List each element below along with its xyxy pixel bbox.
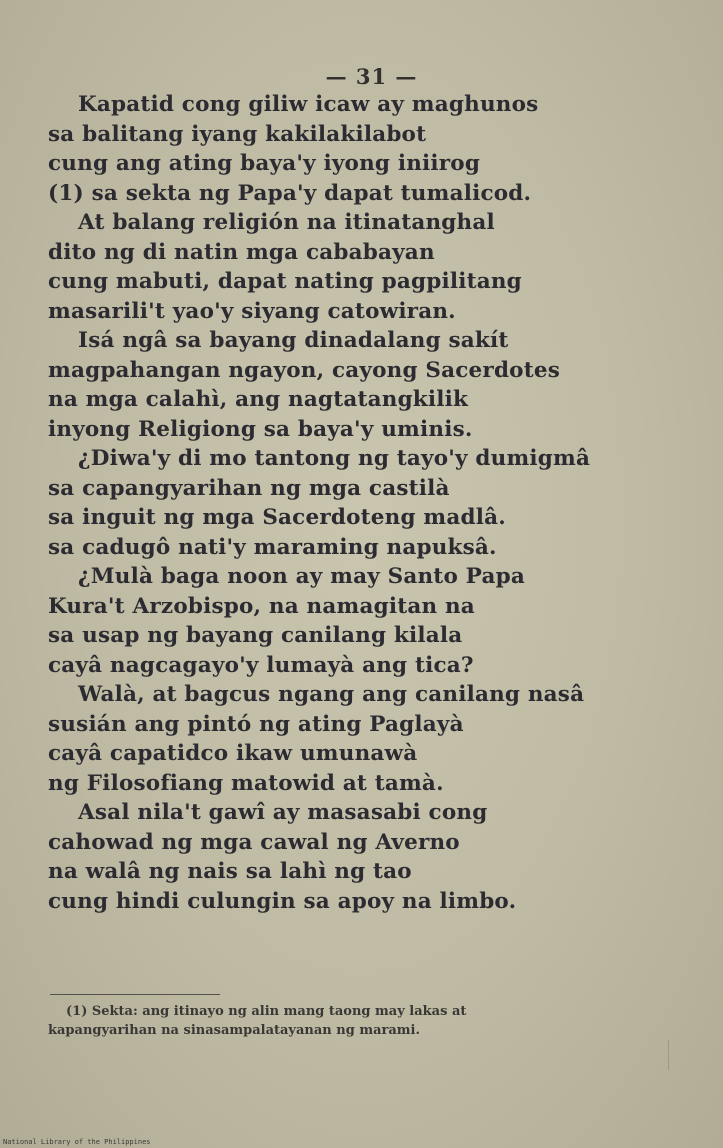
footnote-line: (1) Sekta: ang itinayo ng alin mang taong may lakas at: [66, 1004, 467, 1019]
verse-line: ng Filosofiang matowid at tamà.: [48, 770, 444, 796]
verse-line: At balang religión na itinatanghal: [78, 210, 495, 235]
stanza-7: [48, 798, 688, 916]
paper-crease: [668, 1040, 669, 1070]
verse-line: Isá ngâ sa bayang dinadalang sakít: [78, 328, 509, 353]
verse-line: na walâ ng nais sa lahì ng tao: [48, 859, 412, 884]
verse-line: sa usap ng bayang canilang kilala: [48, 623, 463, 648]
verse-line: ¿Mulà baga noon ay may Santo Papa: [78, 564, 525, 589]
footnote-divider: [50, 994, 220, 995]
verse-line: sa inguit ng mga Sacerdoteng madlâ.: [48, 505, 506, 530]
verse-line: masarili't yao'y siyang catowiran.: [48, 298, 456, 324]
footnote: [48, 1002, 658, 1040]
verse-line: inyong Religiong sa baya'y uminis.: [48, 416, 473, 442]
verse-line: Kapatid cong giliw icaw ay maghunos: [78, 92, 539, 117]
stanza-5: [48, 562, 688, 680]
verse-line: Asal nila't gawî ay masasabi cong: [78, 800, 488, 825]
library-watermark: National Library of the Philippines: [3, 1138, 151, 1146]
stanza-3: [48, 326, 688, 444]
poem-body: [48, 90, 688, 916]
verse-line: ¿Diwa'y di mo tantong ng tayo'y dumigmâ: [78, 446, 591, 471]
verse-line: na mga calahì, ang nagtatangkilik: [48, 387, 469, 412]
verse-line: magpahangan ngayon, cayong Sacerdotes: [48, 357, 561, 383]
verse-line: Walà, at bagcus ngang ang canilang nasâ: [78, 682, 585, 707]
stanza-4: [48, 444, 688, 562]
page-number: — 31 —: [325, 64, 418, 89]
verse-line: cung ang ating baya'y iyong iniirog: [48, 151, 481, 176]
verse-line: sa capangyarihan ng mga castilà: [48, 475, 450, 501]
stanza-2: [48, 208, 688, 326]
verse-line: cung mabuti, dapat nating pagpilitang: [48, 269, 522, 294]
verse-line: Kura't Arzobispo, na namagitan na: [48, 593, 475, 619]
verse-line: (1) sa sekta ng Papa'y dapat tumalicod.: [48, 180, 532, 206]
verse-line: sa balitang iyang kakilakilabot: [48, 121, 427, 147]
verse-line: sa cadugô nati'y maraming napuksâ.: [48, 534, 497, 560]
stanza-1: [48, 90, 688, 208]
verse-line: dito ng di natin mga cababayan: [48, 239, 435, 265]
stanza-6: [48, 680, 688, 798]
verse-line: cayâ nagcagayo'y lumayà ang tica?: [48, 652, 474, 678]
verse-line: cung hindi culungin sa apoy na limbo.: [48, 888, 517, 914]
verse-line: cahowad ng mga cawal ng Averno: [48, 829, 460, 855]
verse-line: cayâ capatidco ikaw umunawà: [48, 741, 418, 766]
footnote-line: kapangyarihan na sinasampalatayanan ng marami.: [48, 1023, 421, 1038]
verse-line: susián ang pintó ng ating Paglayà: [48, 711, 464, 737]
